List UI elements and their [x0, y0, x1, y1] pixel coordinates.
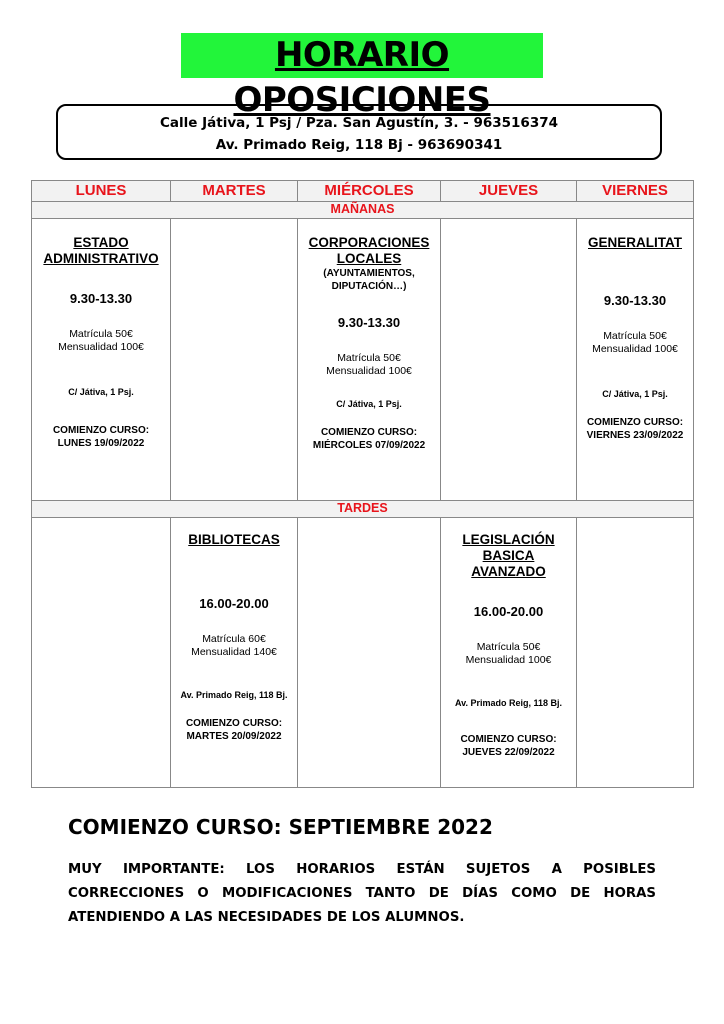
cell-morning-miercoles — [298, 219, 441, 501]
course-hours: 16.00-20.00 — [473, 604, 544, 619]
course-location: C/ Játiva, 1 Psj. — [336, 399, 402, 409]
start-date: LUNES 19/09/2022 — [57, 438, 145, 449]
course-location: Av. Primado Reig, 118 Bj. — [180, 690, 288, 700]
course-location: C/ Játiva, 1 Psj. — [602, 389, 668, 399]
cell-morning-viernes — [577, 219, 694, 501]
cell-afternoon-miercoles — [298, 518, 441, 788]
course-name: CORPORACIONES LOCALES — [308, 235, 430, 266]
course-hours: 9.30-13.30 — [337, 315, 401, 330]
address-line-2: Av. Primado Reig, 118 Bj - 963690341 — [215, 137, 503, 153]
course-hours: 9.30-13.30 — [69, 291, 133, 306]
day-header-row — [32, 181, 694, 202]
start-label: COMIENZO CURSO: — [460, 734, 557, 745]
start-label: COMIENZO CURSO: — [586, 417, 684, 428]
course-subtitle: (AYUNTAMIENTOS, DIPUTACIÓN…) — [323, 268, 415, 292]
monthly-fee: Mensualidad 140€ — [191, 646, 277, 658]
course-location: C/ Játiva, 1 Psj. — [68, 387, 134, 397]
monthly-fee: Mensualidad 100€ — [465, 654, 552, 666]
course-name: BIBLIOTECAS — [188, 532, 280, 547]
cell-morning-jueves — [441, 219, 577, 501]
monthly-fee: Mensualidad 100€ — [326, 365, 412, 377]
band-afternoon: TARDES — [32, 501, 694, 518]
monthly-fee: Mensualidad 100€ — [58, 341, 144, 353]
day-header-jueves: JUEVES — [441, 181, 577, 202]
start-label: COMIENZO CURSO: — [52, 425, 150, 436]
cell-morning-martes — [171, 219, 298, 501]
address-line-1: Calle Játiva, 1 Psj / Pza. San Agustín, 3. - 963516374 — [160, 115, 558, 131]
schedule-table — [31, 180, 694, 788]
day-header-martes: MARTES — [171, 181, 298, 202]
course-hours: 9.30-13.30 — [603, 293, 667, 308]
important-note: MUY IMPORTANTE: LOS HORARIOS ESTÁN SUJETOS A POSIBLES CORRECCIONES O MODIFICACIONES TANTO DE DÍAS COMO DE HORAS ATENDIENDO A LAS NECESIDADES DE LOS ALUMNOS. — [68, 862, 656, 925]
course-name: ESTADO ADMINISTRATIVO — [43, 235, 159, 266]
start-label: COMIENZO CURSO: — [320, 427, 418, 438]
course-hours: 16.00-20.00 — [199, 596, 269, 611]
course-location: Av. Primado Reig, 118 Bj. — [454, 698, 563, 708]
cell-afternoon-martes — [171, 518, 298, 788]
address-box — [56, 104, 662, 160]
start-date: JUEVES 22/09/2022 — [462, 747, 555, 758]
start-label: COMIENZO CURSO: — [185, 718, 283, 729]
cell-afternoon-viernes — [577, 518, 694, 788]
cell-afternoon-jueves — [441, 518, 577, 788]
enrollment-fee: Matrícula 60€ — [202, 633, 266, 645]
start-date: MARTES 20/09/2022 — [186, 731, 282, 742]
cell-morning-lunes — [32, 219, 171, 501]
monthly-fee: Mensualidad 100€ — [592, 343, 678, 355]
band-morning: MAÑANAS — [32, 202, 694, 219]
course-name: LEGISLACIÓN BASICA AVANZADO — [462, 532, 555, 579]
course-name: GENERALITAT — [588, 235, 682, 250]
page-title: HORARIO OPOSICIONES — [181, 33, 543, 78]
enrollment-fee: Matrícula 50€ — [476, 641, 541, 653]
start-date: MIÉRCOLES 07/09/2022 — [312, 440, 426, 451]
enrollment-fee: Matrícula 50€ — [69, 328, 133, 340]
day-header-viernes: VIERNES — [577, 181, 694, 202]
enrollment-fee: Matrícula 50€ — [337, 352, 401, 364]
start-date: VIERNES 23/09/2022 — [586, 430, 684, 441]
enrollment-fee: Matrícula 50€ — [603, 330, 667, 342]
day-header-lunes: LUNES — [32, 181, 171, 202]
start-heading: COMIENZO CURSO: SEPTIEMBRE 2022 — [68, 815, 493, 839]
cell-afternoon-lunes — [32, 518, 171, 788]
day-header-miercoles: MIÉRCOLES — [298, 181, 441, 202]
